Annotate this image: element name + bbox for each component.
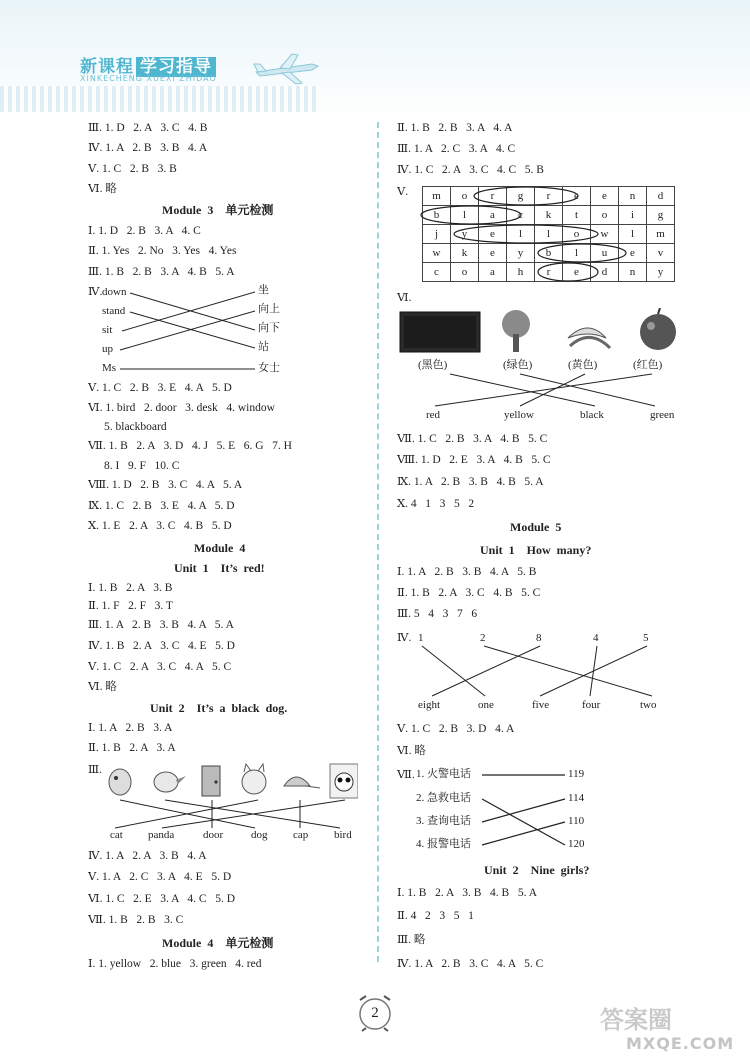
- section-heading: Module 4 单元检测: [162, 936, 274, 950]
- grid-cell: m: [647, 225, 675, 244]
- phone-item: 4. 报警电话: [416, 838, 471, 850]
- question-label: Ⅵ.: [397, 292, 412, 304]
- grid-cell: w: [423, 244, 451, 263]
- answer-line: Ⅱ. 1. F 2. F 3. T: [88, 600, 173, 612]
- grid-cell: k: [535, 206, 563, 225]
- phone-number: 119: [568, 768, 585, 780]
- section-heading: Module 4: [194, 541, 246, 555]
- answer-line: Ⅴ. 1. C 2. A 3. C 4. A 5. C: [88, 661, 232, 673]
- question-label: Ⅳ.: [88, 286, 103, 298]
- grid-cell: c: [507, 206, 535, 225]
- grid-cell: j: [423, 225, 451, 244]
- match-word-left: Ms: [102, 362, 117, 374]
- answer-line: Ⅴ. 1. C 2. B 3. D 4. A: [397, 723, 515, 735]
- grid-cell: i: [619, 206, 647, 225]
- phone-item: 2. 急救电话: [416, 792, 471, 804]
- answer-line: Ⅱ. 1. B 2. B 3. A 4. A: [397, 122, 513, 134]
- answer-line: Ⅲ. 1. A 2. C 3. A 4. C: [397, 143, 516, 155]
- grid-cell: y: [507, 244, 535, 263]
- answer-line: 8. I 9. F 10. C: [104, 460, 180, 472]
- match-word-right: 向上: [258, 303, 280, 315]
- answer-line: Ⅰ. 1. B 2. A 3. B 4. B 5. A: [397, 887, 538, 899]
- grid-cell: n: [619, 187, 647, 206]
- color-caption: (绿色): [503, 359, 533, 371]
- grid-cell: e: [591, 187, 619, 206]
- question-label: Ⅴ.: [397, 186, 409, 198]
- answer-line: Ⅰ. 1. B 2. A 3. B: [88, 582, 173, 594]
- answer-line: Ⅷ. 1. D 2. B 3. C 4. A 5. A: [88, 479, 243, 491]
- grid-cell: l: [535, 225, 563, 244]
- grid-cell: d: [591, 263, 619, 282]
- answer-line: 5. blackboard: [104, 421, 167, 433]
- answer-line: Ⅸ. 1. C 2. B 3. E 4. A 5. D: [88, 500, 235, 512]
- answer-line: Ⅴ. 1. A 2. C 3. A 4. E 5. D: [88, 871, 232, 883]
- grid-cell: v: [647, 244, 675, 263]
- answer-line: Ⅲ. 1. A 2. B 3. B 4. A 5. A: [88, 619, 234, 631]
- answer-line: Ⅵ. 略: [397, 745, 426, 757]
- grid-cell: l: [619, 225, 647, 244]
- brand-title-a: 新课程: [80, 57, 134, 77]
- answer-line: Ⅶ. 1. C 2. B 3. A 4. B 5. C: [397, 433, 548, 445]
- section-heading: Module 3 单元检测: [162, 203, 274, 217]
- grid-cell: d: [647, 187, 675, 206]
- match-word-right: 坐: [258, 284, 269, 296]
- answer-line: Ⅰ. 1. A 2. B 3. A: [88, 722, 173, 734]
- grid-cell: e: [479, 225, 507, 244]
- grid-cell: h: [507, 263, 535, 282]
- match-word: panda: [148, 829, 175, 841]
- grid-cell: k: [451, 244, 479, 263]
- match-number: 8: [536, 632, 542, 644]
- grid-cell: n: [619, 263, 647, 282]
- grid-cell: e: [563, 187, 591, 206]
- section-heading: Unit 1 How many?: [480, 543, 592, 557]
- match-word: one: [478, 699, 494, 711]
- answer-line: Ⅰ. 1. yellow 2. blue 3. green 4. red: [88, 958, 262, 970]
- question-label: Ⅳ.: [397, 632, 412, 644]
- answer-line: Ⅲ. 略: [397, 934, 426, 946]
- match-word: yellow: [504, 409, 534, 421]
- section-heading: Unit 2 Nine girls?: [484, 863, 590, 877]
- match-number: 4: [593, 632, 599, 644]
- answer-line: Ⅳ. 1. A 2. B 3. C 4. A 5. C: [397, 958, 544, 970]
- match-word: black: [580, 409, 604, 421]
- match-number: 2: [480, 632, 486, 644]
- match-number: 1: [418, 632, 424, 644]
- phone-number: 114: [568, 792, 585, 804]
- match-word-left: down: [102, 286, 127, 298]
- grid-cell: b: [535, 244, 563, 263]
- match-word-left: sit: [102, 324, 113, 336]
- answer-line: Ⅳ. 1. A 2. A 3. B 4. A: [88, 850, 207, 862]
- match-word-right: 站: [258, 341, 269, 353]
- grid-cell: c: [423, 263, 451, 282]
- answer-line: Ⅲ. 1. B 2. B 3. A 4. B 5. A: [88, 266, 235, 278]
- answer-line: Ⅲ. 5 4 3 7 6: [397, 608, 478, 620]
- grid-cell: u: [591, 244, 619, 263]
- question-label: Ⅶ.: [397, 769, 415, 781]
- brand-subtitle: XINKECHENG XUEXI ZHIDAO: [80, 74, 217, 83]
- answer-line: Ⅰ. 1. A 2. B 3. B 4. A 5. B: [397, 566, 537, 578]
- grid-cell: t: [563, 206, 591, 225]
- color-caption: (红色): [633, 359, 663, 371]
- grid-cell: y: [647, 263, 675, 282]
- grid-cell: r: [479, 187, 507, 206]
- color-caption: (黑色): [418, 359, 448, 371]
- grid-cell: r: [535, 263, 563, 282]
- match-word-left: stand: [102, 305, 126, 317]
- grid-cell: a: [479, 263, 507, 282]
- answer-line: Ⅷ. 1. D 2. E 3. A 4. B 5. C: [397, 454, 551, 466]
- grid-cell: m: [423, 187, 451, 206]
- answer-line: Ⅵ. 略: [88, 183, 117, 195]
- answer-line: Ⅹ. 4 1 3 5 2: [397, 498, 475, 510]
- answer-line: Ⅵ. 略: [88, 681, 117, 693]
- grid-cell: l: [563, 244, 591, 263]
- grid-cell: o: [591, 206, 619, 225]
- answer-line: Ⅶ. 1. B 2. A 3. D 4. J 5. E 6. G 7. H: [88, 440, 292, 452]
- match-word: cap: [293, 829, 309, 841]
- match-word: four: [582, 699, 601, 711]
- answer-line: Ⅱ. 1. B 2. A 3. A: [88, 742, 176, 754]
- answer-line: Ⅵ. 1. C 2. E 3. A 4. C 5. D: [88, 893, 236, 905]
- answer-line: Ⅳ. 1. B 2. A 3. C 4. E 5. D: [88, 640, 235, 652]
- answer-line: Ⅹ. 1. E 2. A 3. C 4. B 5. D: [88, 520, 232, 532]
- match-word: door: [203, 829, 224, 841]
- section-heading: Unit 1 It’s red!: [174, 561, 265, 575]
- answer-line: Ⅱ. 4 2 3 5 1: [397, 910, 474, 922]
- match-word-left: up: [102, 343, 113, 355]
- answer-line: Ⅵ. 1. bird 2. door 3. desk 4. window: [88, 402, 275, 414]
- grid-cell: l: [451, 206, 479, 225]
- grid-cell: o: [451, 187, 479, 206]
- match-word: two: [640, 699, 657, 711]
- phone-number: 120: [568, 838, 585, 850]
- grid-cell: g: [647, 206, 675, 225]
- match-word: eight: [418, 699, 440, 711]
- grid-cell: o: [451, 263, 479, 282]
- grid-cell: e: [563, 263, 591, 282]
- answer-line: Ⅳ. 1. A 2. B 3. B 4. A: [88, 142, 208, 154]
- grid-cell: e: [479, 244, 507, 263]
- match-word: green: [650, 409, 675, 421]
- watermark-logo: 答案圈: [600, 1006, 672, 1034]
- match-word: five: [532, 699, 550, 711]
- grid-cell: o: [563, 225, 591, 244]
- watermark-url: MXQE.COM: [626, 1034, 735, 1053]
- answer-line: Ⅲ. 1. D 2. A 3. C 4. B: [88, 122, 208, 134]
- grid-cell: w: [591, 225, 619, 244]
- answer-line: Ⅳ. 1. C 2. A 3. C 4. C 5. B: [397, 164, 544, 176]
- answer-line: Ⅴ. 1. C 2. B 3. E 4. A 5. D: [88, 382, 232, 394]
- match-word: dog: [251, 829, 268, 841]
- match-word: red: [426, 409, 441, 421]
- match-word-right: 女士: [258, 362, 280, 374]
- match-word-right: 向下: [258, 322, 280, 334]
- answer-line: Ⅱ. 1. Yes 2. No 3. Yes 4. Yes: [88, 245, 237, 257]
- match-word: bird: [334, 829, 352, 841]
- section-heading: Module 5: [510, 520, 562, 534]
- answer-line: Ⅴ. 1. C 2. B 3. B: [88, 163, 177, 175]
- answer-line: Ⅸ. 1. A 2. B 3. B 4. B 5. A: [397, 476, 544, 488]
- answer-line: Ⅰ. 1. D 2. B 3. A 4. C: [88, 225, 201, 237]
- phone-number: 110: [568, 815, 585, 827]
- grid-cell: r: [535, 187, 563, 206]
- phone-item: 1. 火警电话: [416, 768, 471, 780]
- answer-line: Ⅶ. 1. B 2. B 3. C: [88, 914, 184, 926]
- brand-title-b: 学习指导: [136, 57, 216, 77]
- match-word: cat: [110, 829, 123, 841]
- match-number: 5: [643, 632, 649, 644]
- grid-cell: e: [619, 244, 647, 263]
- grid-cell: g: [507, 187, 535, 206]
- grid-cell: a: [479, 206, 507, 225]
- page-number: 2: [371, 1005, 379, 1021]
- grid-cell: l: [507, 225, 535, 244]
- grid-cell: b: [423, 206, 451, 225]
- question-label: Ⅲ.: [88, 764, 102, 776]
- grid-cell: y: [451, 225, 479, 244]
- phone-item: 3. 查询电话: [416, 815, 471, 827]
- answer-line: Ⅱ. 1. B 2. A 3. C 4. B 5. C: [397, 587, 541, 599]
- color-caption: (黄色): [568, 359, 598, 371]
- section-heading: Unit 2 It’s a black dog.: [150, 701, 288, 715]
